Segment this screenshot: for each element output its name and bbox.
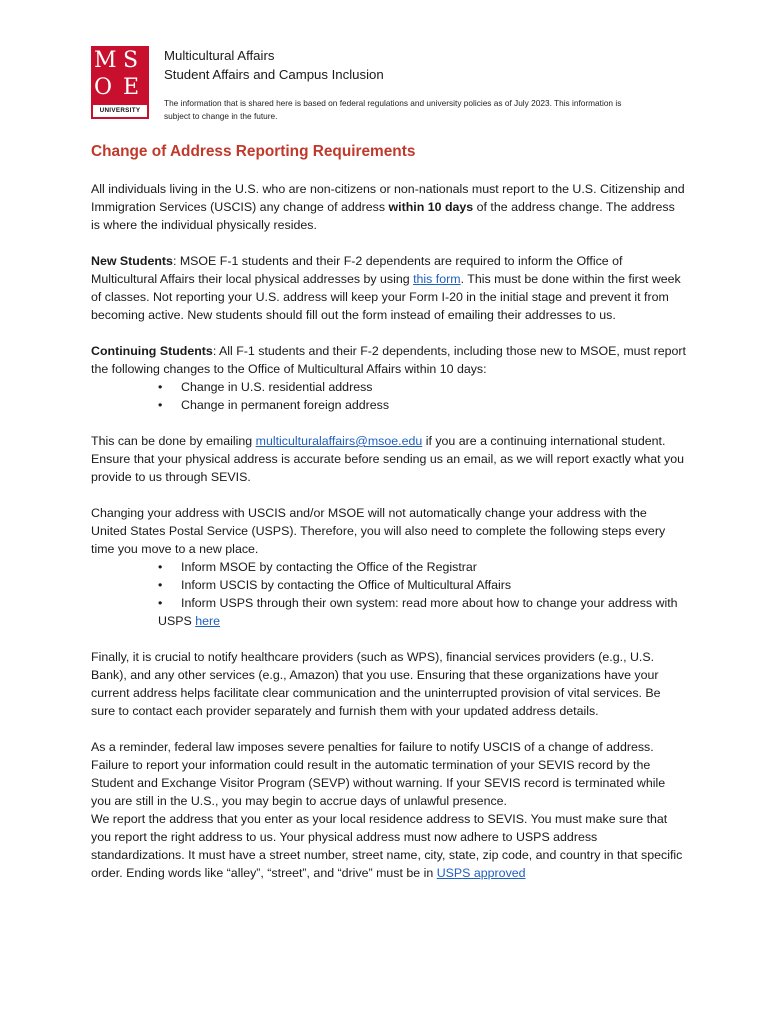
logo-letter: M — [94, 48, 117, 73]
list-item: • Inform USPS through their own system: read more about how to change your address with USPS here — [91, 594, 686, 630]
this-form-link[interactable]: this form — [413, 272, 461, 286]
page-title: Change of Address Reporting Requirements — [91, 143, 416, 160]
disclaimer-note: The information that is shared here is based on federal regulations and university policies as of July 2023. This information is subject to change in the future. — [164, 98, 622, 121]
usps-paragraph: Changing your address with USCIS and/or MSOE will not automatically change your address with the United States Postal Service (USPS). Therefore, you will also need to complete the following steps every time you move to a new place. — [91, 506, 666, 556]
document-body — [91, 180, 686, 882]
new-students-label: New Students — [91, 254, 173, 268]
report-paragraph: We report the address that you enter as your local residence address to SEVIS. You must make sure that you report the right address to us. Your physical address must now adhere to USPS address standardizations. It must have a street number, street name, city, state, zip code, and country in that specific order. Ending words like “alley”, “street”, and “drive” must be in USPS approved — [91, 812, 683, 880]
new-students-paragraph: New Students: MSOE F-1 students and their F-2 dependents are required to inform the Office of Multicultural Affairs their local physical addresses by using this form. This must be done within the first week of classes. Not reporting your U.S. address will keep your Form I-20 in the initial stage and prevent it from becoming active. New students should fill out the form instead of emailing their addresses to us. — [91, 254, 681, 322]
list-item: • Inform USCIS by contacting the Office of Multicultural Affairs — [91, 576, 686, 594]
intro-paragraph: All individuals living in the U.S. who are non-citizens or non-nationals must report to the U.S. Citizenship and Immigration Services (USCIS) any change of address within 10 days of the address change. The address is where the individual physically resides. — [91, 182, 685, 232]
logo-letter: E — [123, 75, 140, 100]
continuing-students-label: Continuing Students — [91, 344, 213, 358]
usps-approved-link[interactable]: USPS approved — [436, 866, 526, 880]
logo-letter: O — [94, 75, 113, 100]
email-paragraph: This can be done by emailing multiculturalaffairs@msoe.edu if you are a continuing international student. Ensure that your physical address is accurate before sending us an email, as we will report exactly what you provide to us through SEVIS. — [91, 434, 684, 484]
msoe-logo — [91, 46, 149, 119]
division-name: Student Affairs and Campus Inclusion — [164, 67, 384, 82]
reminder-paragraph: As a reminder, federal law imposes severe penalties for failure to notify USCIS of a change of address. Failure to report your information could result in the automatic termination of your SEVIS record by the Student and Exchange Visitor Program (SEVP) without warning. If your SEVIS record is terminated while you are still in the U.S., you may begin to accrue days of unlawful presence. — [91, 740, 666, 808]
list-item: • Change in permanent foreign address — [91, 396, 686, 414]
usps-here-link[interactable]: here — [195, 614, 220, 628]
logo-university-label: UNIVERSITY — [93, 105, 147, 117]
header-text — [164, 46, 384, 84]
department-name: Multicultural Affairs — [164, 48, 275, 63]
continuing-students-paragraph: Continuing Students: All F-1 students and their F-2 dependents, including those new to MSOE, must report the following changes to the Office of Multicultural Affairs within 10 days: — [91, 344, 686, 376]
continuing-changes-list — [91, 378, 686, 414]
email-link[interactable]: multiculturalaffairs@msoe.edu — [255, 434, 423, 448]
logo-letter: S — [123, 48, 139, 73]
usps-steps-list — [91, 558, 686, 630]
list-item: • Change in U.S. residential address — [91, 378, 686, 396]
list-item: • Inform MSOE by contacting the Office of the Registrar — [91, 558, 686, 576]
finally-paragraph: Finally, it is crucial to notify healthcare providers (such as WPS), financial services providers (e.g., U.S. Bank), and any other services (e.g., Amazon) that you use. Ensuring that these organizations have your current address helps facilitate clear communication and the uninterrupted provision of vital services. Be sure to contact each provider separately and furnish them with your updated address details. — [91, 650, 661, 718]
